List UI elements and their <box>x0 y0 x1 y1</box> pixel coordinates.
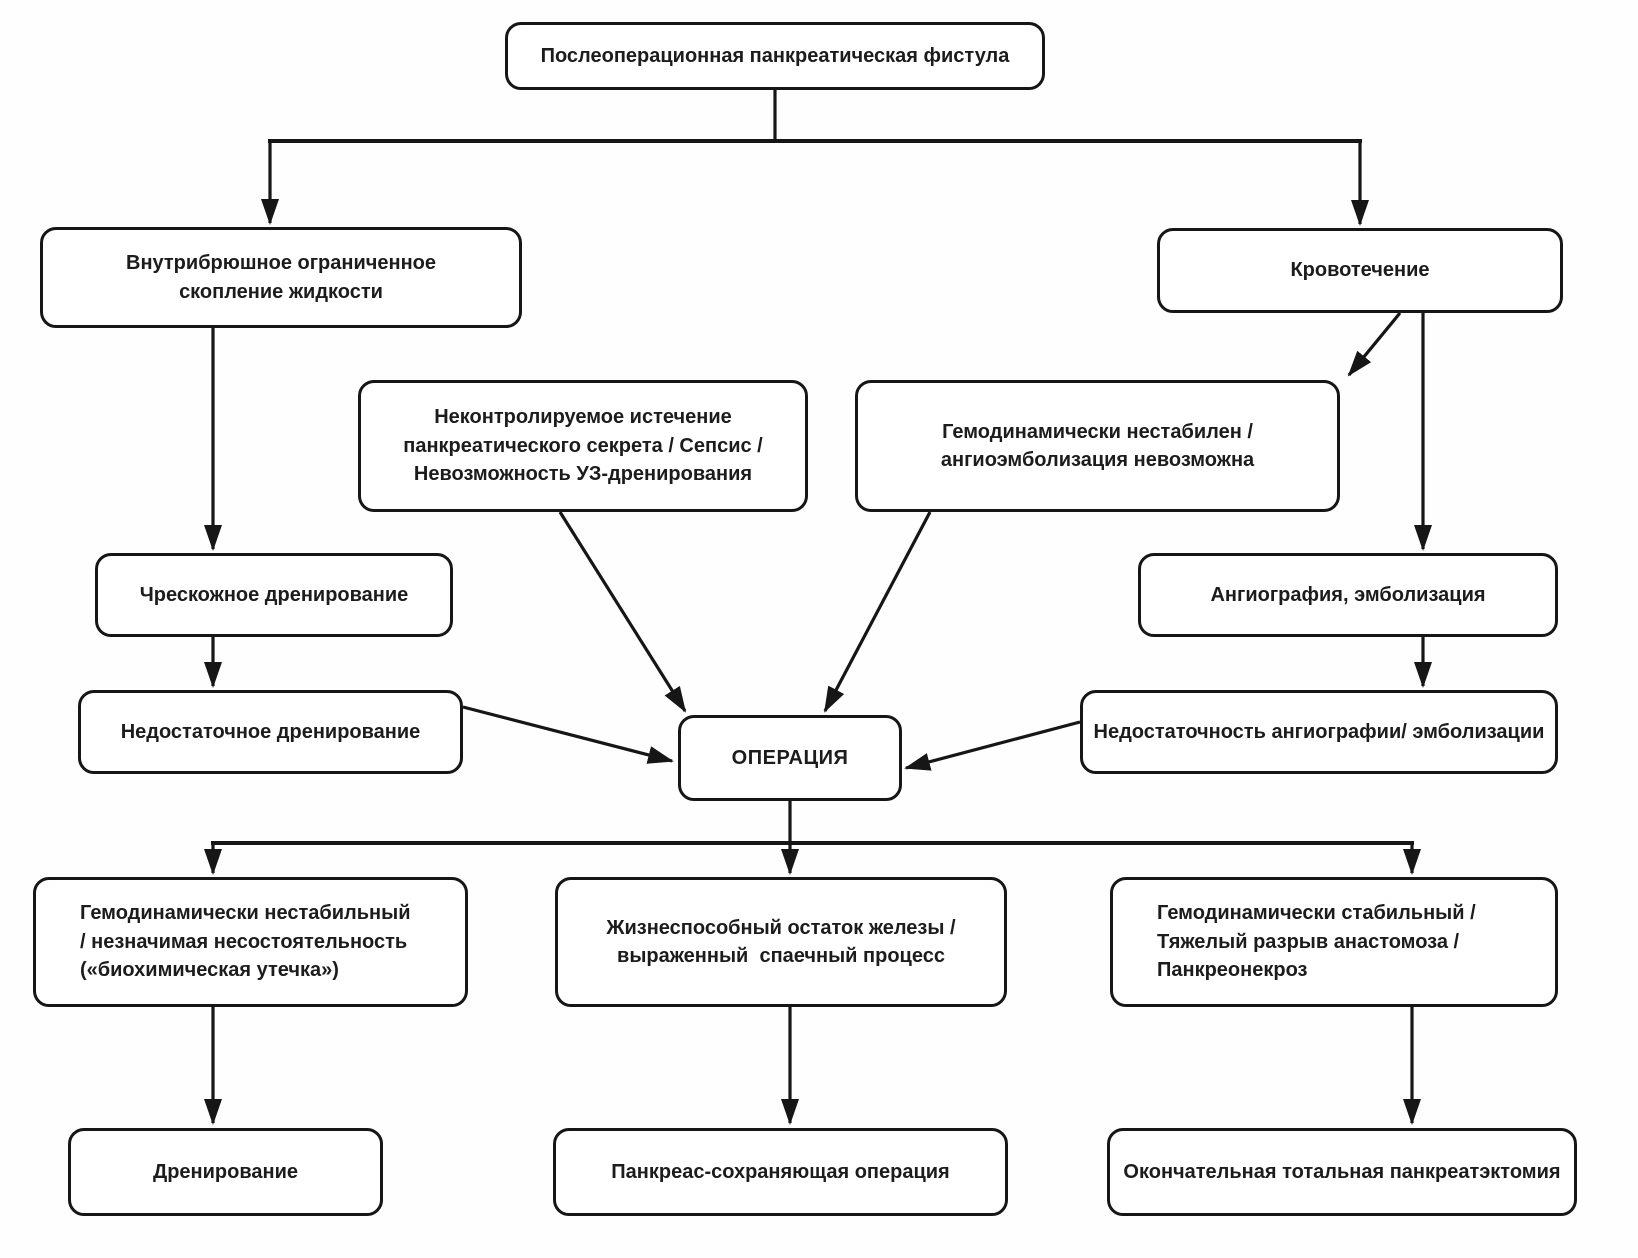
node-angio-failure <box>1080 690 1558 774</box>
node-insufficient-drainage <box>78 690 463 774</box>
node-unstable-angio-label: Гемодинамически нестабилен / <box>942 420 1253 443</box>
node-operation-label: ОПЕРАЦИЯ <box>731 746 849 769</box>
node-angiography-label: Ангиография, эмболизация <box>1210 583 1486 606</box>
node-unstable-minor-leak: Гемодинамически нестабильный / незначимая несостоятельность («биохимическая утечка») <box>33 877 468 1007</box>
node-total-pancreatectomy <box>1107 1128 1577 1216</box>
node-unstable-angio: Гемодинамически нестабилен / ангиоэмболизация невозможна <box>855 380 1340 512</box>
node-drainage <box>68 1128 383 1216</box>
node-total-pancreatectomy-label: Окончательная тотальная панкреатэктомия <box>1123 1160 1561 1183</box>
node-drainage-label: Дренирование <box>152 1160 299 1183</box>
edge-bleeding-to-unstable-angio <box>1349 313 1400 375</box>
edge-leak-to-operation <box>560 512 685 711</box>
node-stable-rupture: Гемодинамически стабильный / Тяжелый разрыв анастомоза / Панкреонекроз <box>1110 877 1558 1007</box>
edge-insufficient-to-operation <box>463 707 672 761</box>
node-uncontrolled-leak-label: Неконтролируемое истечение <box>434 406 732 429</box>
node-stable-rupture-label: Гемодинамически стабильный / <box>1157 902 1476 925</box>
node-fluid-collection-label: Внутрибрюшное ограниченное <box>126 252 436 275</box>
node-viable-remnant-label: Жизнеспособный остаток железы / <box>606 916 956 939</box>
node-insufficient-drainage-label: Недостаточное дренирование <box>120 720 421 743</box>
edge-unstable-to-operation <box>825 512 930 711</box>
node-operation <box>678 715 902 801</box>
node-percutaneous-drainage <box>95 553 453 637</box>
node-pancreas-preserving <box>553 1128 1008 1216</box>
node-unstable-minor-leak-label: Гемодинамически нестабильный <box>80 902 411 925</box>
node-percutaneous-drainage-label: Чрескожное дренирование <box>139 583 409 606</box>
node-angiography <box>1138 553 1558 637</box>
node-viable-remnant: Жизнеспособный остаток железы / выраженный спаечный процесс <box>555 877 1007 1007</box>
node-bleeding-label: Кровотечение <box>1290 259 1430 282</box>
node-fistula <box>505 22 1045 90</box>
node-uncontrolled-leak: Неконтролируемое истечение панкреатического секрета / Сепсис / Невозможность УЗ-дренирования <box>358 380 808 512</box>
node-angio-failure-label: Недостаточность ангиографии/ эмболизации <box>1093 720 1545 743</box>
node-bleeding <box>1157 228 1563 313</box>
edge-angio-failure-to-operation <box>906 722 1080 768</box>
node-fluid-collection: Внутрибрюшное ограниченное скопление жидкости <box>40 227 522 328</box>
node-pancreas-preserving-label: Панкреас-сохраняющая операция <box>611 1160 950 1183</box>
node-fistula-label: Послеоперационная панкреатическая фистула <box>540 44 1010 67</box>
